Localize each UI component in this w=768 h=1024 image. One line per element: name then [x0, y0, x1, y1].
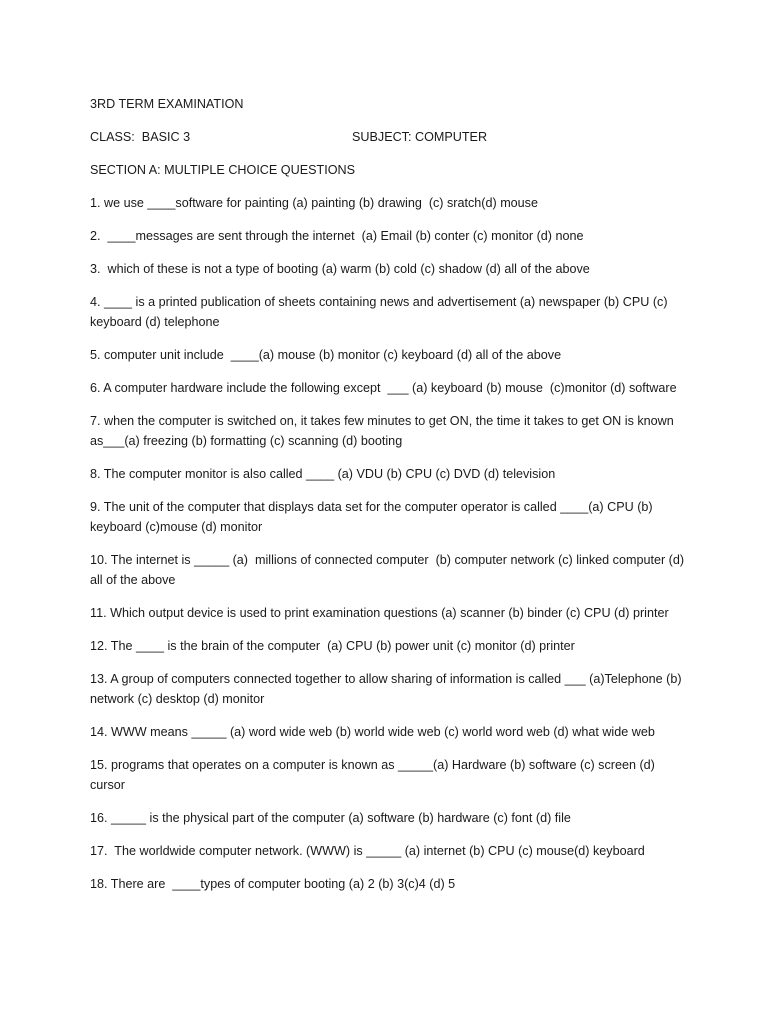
question-14: 14. WWW means _____ (a) word wide web (b) world wide web (c) world word web (d) what wide web: [90, 725, 655, 739]
document-content: [90, 94, 690, 907]
question-13: 13. A group of computers connected together to allow sharing of information is called ___ (a)Telephone (b) network (c) desktop (d) monitor: [90, 672, 686, 706]
question-7: 7. when the computer is switched on, it takes few minutes to get ON, the time it takes to get ON is known as___(a) freezing (b) formatting (c) scanning (d) booting: [90, 414, 678, 448]
question-18: 18. There are ____types of computer booting (a) 2 (b) 3(c)4 (d) 5: [90, 877, 456, 891]
question-10: 10. The internet is _____ (a) millions of connected computer (b) computer network (c) linked computer (d) all of the above: [90, 553, 688, 587]
question-9: 9. The unit of the computer that displays data set for the computer operator is called ____(a) CPU (b) keyboard (c)mouse (d) monitor: [90, 500, 657, 534]
question-8: 8. The computer monitor is also called ____ (a) VDU (b) CPU (c) DVD (d) television: [90, 467, 556, 481]
subject-label: SUBJECT: COMPUTER: [352, 130, 488, 144]
question-11: 11. Which output device is used to print examination questions (a) scanner (b) binder (c) CPU (d) printer: [90, 606, 669, 620]
exam-title: 3RD TERM EXAMINATION: [90, 97, 244, 111]
question-3: 3. which of these is not a type of booting (a) warm (b) cold (c) shadow (d) all of the above: [90, 262, 590, 276]
class-subject-row: [90, 127, 690, 147]
question-17: 17. The worldwide computer network. (WWW) is _____ (a) internet (b) CPU (c) mouse(d) keyboard: [90, 844, 645, 858]
question-1: 1. we use ____software for painting (a) painting (b) drawing (c) sratch(d) mouse: [90, 196, 538, 210]
question-12: 12. The ____ is the brain of the computer (a) CPU (b) power unit (c) monitor (d) printer: [90, 639, 575, 653]
class-label: CLASS: BASIC 3: [90, 130, 191, 144]
section-title: SECTION A: MULTIPLE CHOICE QUESTIONS: [90, 163, 355, 177]
question-5: 5. computer unit include ____(a) mouse (b) monitor (c) keyboard (d) all of the above: [90, 348, 562, 362]
question-15: 15. programs that operates on a computer is known as _____(a) Hardware (b) software (c) screen (d) cursor: [90, 758, 659, 792]
question-6: 6. A computer hardware include the following except ___ (a) keyboard (b) mouse (c)monitor (d) software: [90, 381, 677, 395]
question-16: 16. _____ is the physical part of the computer (a) software (b) hardware (c) font (d) file: [90, 811, 571, 825]
question-4: 4. ____ is a printed publication of sheets containing news and advertisement (a) newspaper (b) CPU (c) keyboard (d) telephone: [90, 295, 672, 329]
question-2: 2. ____messages are sent through the internet (a) Email (b) conter (c) monitor (d) none: [90, 229, 584, 243]
